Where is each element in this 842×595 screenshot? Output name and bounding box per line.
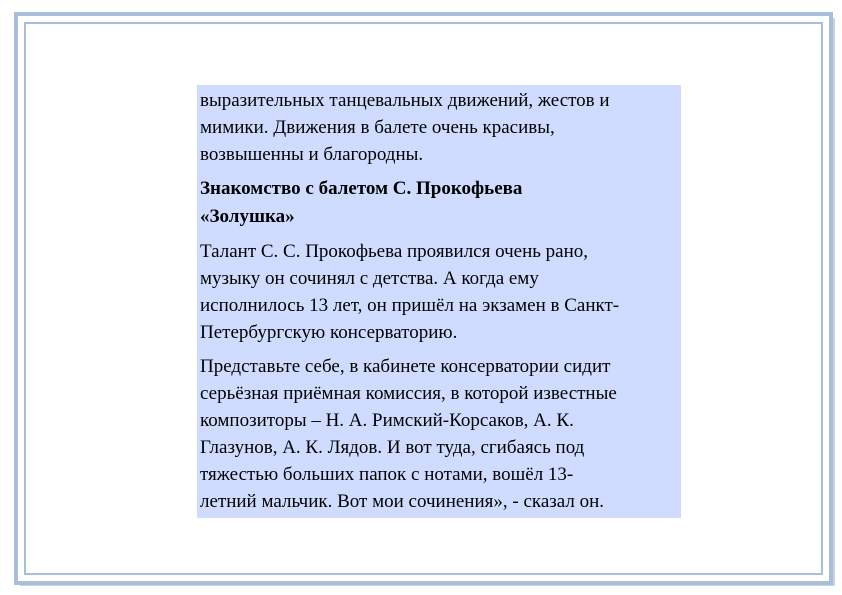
text-box xyxy=(197,85,681,518)
paragraph-intro: выразительных танцевальных движений, жестов и мимики. Движения в балете очень красивы, возвышенны и благородны. xyxy=(200,90,610,165)
paragraph-imagine: Представьте себе, в кабинете консерватории сидит серьёзная приёмная комиссия, в которой известные композиторы – Н. А. Римский-Корсаков, А. К. Глазунов, А. К. Лядов. И вот туда, сгибаясь под тяжестью больших папок с нотами, вошёл 13- летний мальчик. Вот мои сочинения», - сказал он. xyxy=(200,356,617,512)
paragraph-talent: Талант С. С. Прокофьева проявился очень рано, музыку он сочинял с детства. А когда ему исполнилось 13 лет, он пришёл на экзамен в Санкт- Петербургскую консерваторию. xyxy=(200,241,620,343)
section-heading: Знакомство с балетом С. Прокофьева «Золушка» xyxy=(200,178,523,227)
